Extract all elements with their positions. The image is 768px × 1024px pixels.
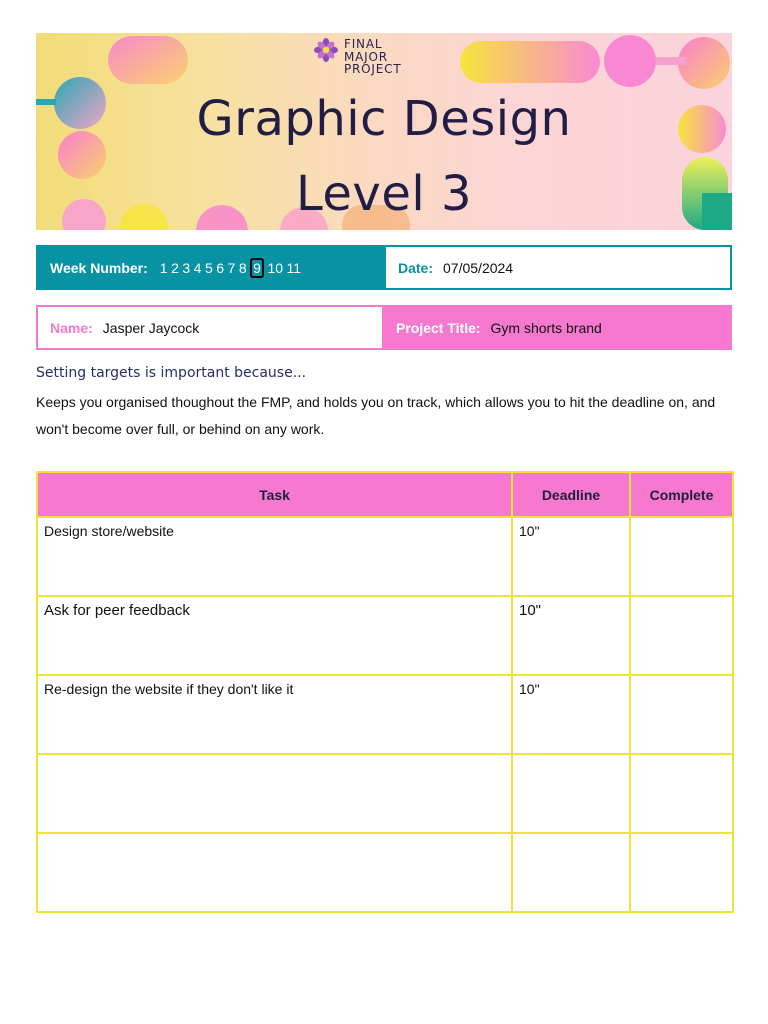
complete-cell[interactable]	[630, 833, 733, 912]
week-5[interactable]: 5	[204, 259, 213, 276]
deadline-cell[interactable]	[512, 754, 630, 833]
week-1[interactable]: 1	[159, 259, 168, 276]
title-line-2: Level 3	[296, 166, 472, 222]
week-2[interactable]: 2	[171, 259, 179, 276]
task-cell[interactable]	[37, 833, 512, 912]
deadline-cell[interactable]: 10"	[512, 675, 630, 754]
task-cell[interactable]: Ask for peer feedback	[37, 596, 512, 675]
week-9-selected[interactable]: 9	[250, 258, 264, 278]
targets-heading: Setting targets is important because...	[36, 365, 307, 381]
table-row	[37, 675, 733, 754]
week-11[interactable]: 11	[286, 259, 302, 276]
flower-icon	[314, 38, 338, 62]
project-title-field[interactable]: Gym shorts brand	[490, 319, 602, 336]
logo-line-final: FINAL	[344, 37, 383, 51]
date-label: Date:	[398, 259, 434, 276]
complete-cell[interactable]	[630, 596, 733, 675]
week-6[interactable]: 6	[216, 259, 225, 276]
week-date-bar	[36, 245, 732, 290]
header-task: Task	[37, 472, 512, 517]
complete-cell[interactable]	[630, 754, 733, 833]
title-line-1: Graphic Design	[196, 91, 572, 147]
deadline-cell[interactable]	[512, 833, 630, 912]
task-table	[36, 471, 734, 913]
week-number-label: Week Number:	[50, 259, 148, 276]
week-3[interactable]: 3	[182, 259, 191, 276]
week-8[interactable]: 8	[238, 259, 247, 276]
header-deadline: Deadline	[512, 472, 630, 517]
complete-cell[interactable]	[630, 675, 733, 754]
header-banner	[36, 33, 732, 230]
logo-line-major: MAJOR	[344, 49, 388, 64]
date-box	[384, 245, 732, 290]
date-field[interactable]: 07/05/2024	[443, 259, 514, 276]
logo-line-project: PROJECT	[344, 62, 402, 76]
table-row	[37, 596, 733, 675]
table-row	[37, 833, 733, 912]
table-row	[37, 517, 733, 596]
week-4[interactable]: 4	[193, 259, 202, 276]
name-box	[36, 305, 384, 350]
task-cell[interactable]: Re-design the website if they don't like it	[37, 675, 512, 754]
week-7[interactable]: 7	[227, 259, 236, 276]
logo	[314, 38, 401, 76]
complete-cell[interactable]	[630, 517, 733, 596]
table-header-row	[37, 472, 733, 517]
table-row	[37, 754, 733, 833]
name-field[interactable]: Jasper Jaycock	[102, 319, 200, 336]
task-cell[interactable]: Design store/website	[37, 517, 512, 596]
project-title-label: Project Title:	[396, 319, 481, 336]
name-project-bar	[36, 305, 732, 350]
deadline-cell[interactable]: 10"	[512, 517, 630, 596]
name-label: Name:	[50, 319, 93, 336]
task-cell[interactable]	[37, 754, 512, 833]
project-title-box	[384, 305, 732, 350]
week-10[interactable]: 10	[267, 259, 284, 276]
week-number-box	[36, 245, 384, 290]
deadline-cell[interactable]: 10"	[512, 596, 630, 675]
logo-text	[344, 38, 401, 76]
targets-body[interactable]: Keeps you organised thoughout the FMP, and holds you on track, which allows you to hit the deadline on, and won't become over full, or behind on any work.	[36, 394, 716, 437]
header-complete: Complete	[630, 472, 733, 517]
